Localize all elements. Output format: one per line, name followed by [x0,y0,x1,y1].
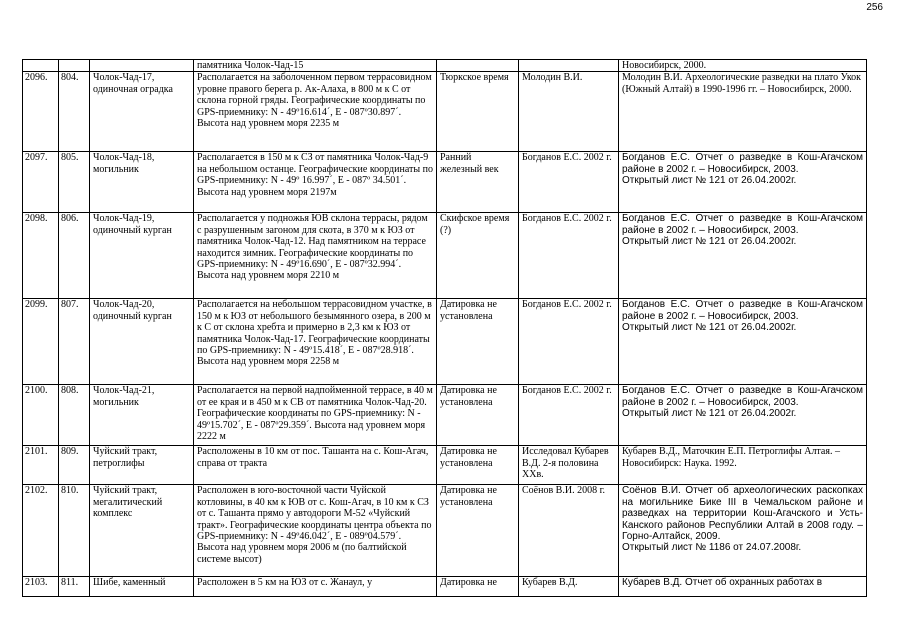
cell-description: Расположены в 10 км от пос. Ташанта на с. Кош-Агач, справа от тракта [194,446,437,485]
cell-name: Чолок-Чад-18, могильник [90,152,194,213]
permit-text: Открытый лист № 121 от 26.04.2002г. [622,322,797,334]
cell-description: Расположен в юго-восточной части Чуйской котловины, в 40 км к ЮВ от с. Кош-Агач, в 10 км к СЗ от с. Ташанта прямо у автодороги М-52 «Чуйский тракт». Географические координаты центра объекта по GPS-приемнику: N - 49º46.042´, Е - 089º04.579´. Высота над уровнем моря 2006 м (по балтийской системе высот) [194,485,437,577]
cell-researcher: Богданов Е.С. 2002 г. [519,152,619,213]
cell-researcher [519,60,619,72]
cell-name: Шибе, каменный [90,577,194,597]
cell-id: 811. [59,577,90,597]
cell-num: 2101. [23,446,59,485]
source-text: Богданов Е.С. Отчет о разведке в Кош-Агачском районе в 2002 г. – Новосибирск, 2003. [622,299,863,322]
cell-num: 2100. [23,385,59,446]
table-row [23,213,867,299]
source-text: Богданов Е.С. Отчет о разведке в Кош-Агачском районе в 2002 г. – Новосибирск, 2003. [622,385,863,408]
cell-description: памятника Чолок-Чад-15 [194,60,437,72]
cell-dating: Датировка не установлена [437,385,519,446]
monuments-table [22,59,867,597]
table-row [23,577,867,597]
cell-id: 805. [59,152,90,213]
cell-dating: Ранний железный век [437,152,519,213]
cell-id: 804. [59,72,90,152]
cell-id: 808. [59,385,90,446]
cell-description: Располагается на заболоченном первом террасовидном уровне правого берега р. Ак-Алаха, в 800 м к С от склона горной гряды. Географические координаты по GPS-приемнику: N - 49º16.614´, Е - 087º30.897´. Высота над уровнем моря 2235 м [194,72,437,152]
cell-name: Чолок-Чад-20, одиночный курган [90,299,194,385]
cell-name: Чолок-Чад-21, могильник [90,385,194,446]
cell-dating: Датировка не [437,577,519,597]
cell-dating [437,60,519,72]
cell-description: Располагается в 150 м к СЗ от памятника Чолок-Чад-9 на небольшом останце. Географические координаты по GPS-приемнику: N - 49º 16.997´, Е - 087º 34.501´. Высота над уровнем моря 2197м [194,152,437,213]
permit-text: Открытый лист № 121 от 26.04.2002г. [622,175,797,187]
cell-source [619,446,867,485]
table-row-partial [23,60,867,72]
source-text: Кубарев В.Д., Маточкин Е.П. Петроглифы Алтая. – Новосибирск: Наука. 1992. [622,446,840,469]
cell-researcher: Богданов Е.С. 2002 г. [519,385,619,446]
cell-description: Располагается на первой надпойменной террасе, в 40 м от ее края и в 450 м к СВ от памятника Чолок-Чад-20. Географические координаты по GPS-приемнику: N - 49º15.702´, Е - 087º29.359´. Высота над уровнем моря 2222 м [194,385,437,446]
cell-id: 807. [59,299,90,385]
source-text: Богданов Е.С. Отчет о разведке в Кош-Агачском районе в 2002 г. – Новосибирск, 2003. [622,152,863,175]
source-text: Сoёнов В.И. Отчет об археологических раскопках на могильнике Бике III в Чемальском районе и разведках на территории Кош-Агачского и Усть-Канского районов Республики Алтай в 2008 году. – Горно-Алтайск, 2009. [622,485,863,543]
cell-researcher: Богданов Е.С. 2002 г. [519,299,619,385]
cell-name: Чуйский тракт, петроглифы [90,446,194,485]
cell-source [619,152,867,213]
cell-description: Располагается на небольшом террасовидном участке, в 150 м к ЮЗ от небольшого безымянного озера, в 200 м к С от склона хребта и примерно в 2,3 км к ЮЗ от памятника Чолок-Чад-17. Географические координаты по GPS-приемнику: N - 49º15.418´, Е - 087º28.918´. Высота над уровнем моря 2258 м [194,299,437,385]
source-text: Молодин В.И. Археологические разведки на плато Укок (Южный Алтай) в 1990-1996 гг. – Новосибирск, 2000. [622,72,862,95]
cell-num: 2103. [23,577,59,597]
cell-source [619,299,867,385]
cell-researcher: Сoёнов В.И. 2008 г. [519,485,619,577]
cell-name [90,60,194,72]
table-row [23,152,867,213]
cell-id: 810. [59,485,90,577]
permit-text: Открытый лист № 1186 от 24.07.2008г. [622,542,802,554]
cell-num: 2097. [23,152,59,213]
cell-id: 806. [59,213,90,299]
cell-researcher: Молодин В.И. [519,72,619,152]
cell-dating: Скифское время (?) [437,213,519,299]
cell-source [619,385,867,446]
page-number: 256 [866,2,883,13]
cell-researcher: Богданов Е.С. 2002 г. [519,213,619,299]
table-row [23,446,867,485]
cell-description: Располагается у подножья ЮВ склона террасы, рядом с разрушенным загоном для скота, в 370 м к ЮЗ от памятника Чолок-Чад-12. Над памятником на террасе находится зимник. Географические координаты по GPS-приемнику: N - 49º16.690´, Е - 087º32.994´. Высота над уровнем моря 2210 м [194,213,437,299]
cell-id: 809. [59,446,90,485]
cell-researcher: Кубарев В.Д. [519,577,619,597]
cell-dating: Тюркское время [437,72,519,152]
cell-description: Расположен в 5 км на ЮЗ от с. Жанаул, у [194,577,437,597]
cell-name: Чолок-Чад-19, одиночный курган [90,213,194,299]
table-row [23,72,867,152]
cell-researcher: Исследовал Кубарев В.Д. 2-я половина XXв. [519,446,619,485]
source-text: Кубарев В.Д. Отчет об охранных работах в [622,577,823,589]
cell-source [619,577,867,597]
cell-source [619,213,867,299]
cell-num: 2099. [23,299,59,385]
cell-name: Чуйский тракт, мегалитический комплекс [90,485,194,577]
table-row [23,385,867,446]
cell-num: 2098. [23,213,59,299]
table-row [23,485,867,577]
cell-dating: Датировка не установлена [437,485,519,577]
cell-num [23,60,59,72]
cell-num: 2102. [23,485,59,577]
cell-dating: Датировка не установлена [437,299,519,385]
cell-id [59,60,90,72]
source-text: Богданов Е.С. Отчет о разведке в Кош-Агачском районе в 2002 г. – Новосибирск, 2003. [622,213,863,236]
cell-dating: Датировка не установлена [437,446,519,485]
cell-source [619,72,867,152]
cell-source [619,485,867,577]
cell-num: 2096. [23,72,59,152]
permit-text: Открытый лист № 121 от 26.04.2002г. [622,236,797,248]
table-row [23,299,867,385]
cell-name: Чолок-Чад-17, одиночная оградка [90,72,194,152]
cell-source: Новосибирск, 2000. [619,60,867,72]
permit-text: Открытый лист № 121 от 26.04.2002г. [622,408,797,420]
